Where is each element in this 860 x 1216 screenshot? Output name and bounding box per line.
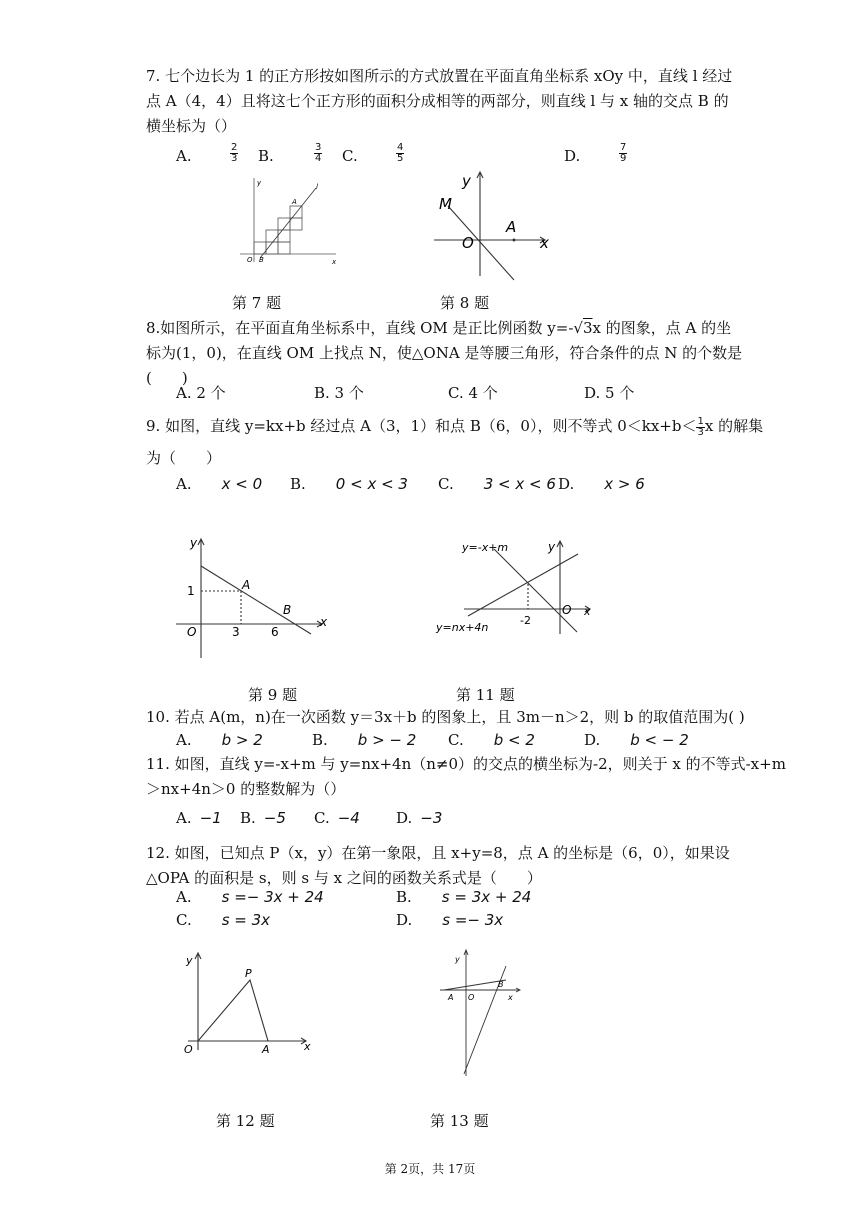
- q12-option-a: A. s =− 3x + 24: [176, 888, 324, 906]
- q10-line1: 10. 若点 A(m，n)在一次函数 y＝3x＋b 的图象上，且 3m－n＞2，则 b 的取值范围为( ): [146, 708, 745, 726]
- q11-option-d: D. −3: [396, 809, 443, 827]
- fig7-label-b: B: [259, 256, 264, 264]
- fig8-label-a: A: [506, 218, 517, 236]
- fig11-label-y: y: [548, 540, 556, 554]
- fig9-label-y: y: [190, 536, 198, 550]
- q12-line1: 12. 如图，已知点 P（x，y）在第一象限，且 x+y=8，点 A 的坐标是（6，0），如果设: [146, 844, 730, 862]
- q9-option-a: A. x < 0: [176, 475, 263, 493]
- fig11-label-neg2: -2: [520, 614, 531, 627]
- figure-12: [178, 950, 318, 1060]
- q10-option-a: A. b > 2: [176, 731, 263, 749]
- fig7-label-a: A: [292, 198, 297, 206]
- fig13-label-o: O: [468, 993, 475, 1002]
- fig13-label-x: x: [508, 993, 513, 1002]
- q7-option-c: C.: [342, 147, 358, 165]
- figure-11: [432, 536, 602, 636]
- fig13-caption: 第 13 题: [430, 1112, 489, 1130]
- fig8-label-m: M: [439, 195, 452, 213]
- fig7-label-o: O: [247, 256, 253, 264]
- fig12-label-y: y: [186, 954, 193, 967]
- fig9-label-6: 6: [271, 625, 279, 639]
- fig7-squares: [254, 206, 302, 254]
- fig13-label-b: B: [498, 980, 504, 989]
- q7-option-a: A.: [176, 147, 192, 165]
- q9-option-b: B. 0 < x < 3: [290, 475, 408, 493]
- fig9-caption: 第 9 题: [248, 686, 298, 704]
- fig12-label-p: P: [245, 967, 252, 980]
- q8-sqrt: √3: [573, 319, 593, 337]
- fig8-line-om: [448, 206, 517, 280]
- q8-option-a: A. 2 个: [176, 384, 226, 402]
- fig9-label-3: 3: [232, 625, 240, 639]
- fig9-label-1: 1: [187, 584, 195, 598]
- q9-line2: 为（ ）: [146, 449, 222, 467]
- q7-line1: 7. 七个边长为 1 的正方形按如图所示的方式放置在平面直角坐标系 xOy 中，直线 l 经过: [146, 67, 733, 85]
- fig11-label-o: O: [562, 603, 572, 617]
- q7-line3: 横坐标为（）: [146, 117, 237, 135]
- fig12-caption: 第 12 题: [216, 1112, 275, 1130]
- fig11-label-line2: y=nx+4n: [436, 621, 489, 634]
- fig8-point-a: [513, 239, 516, 242]
- fig9-label-o: O: [187, 625, 197, 639]
- fig13-line-1: [444, 980, 506, 990]
- q10-option-d: D. b < − 2: [584, 731, 689, 749]
- fig9-label-b: B: [283, 603, 292, 617]
- q12-option-c: C. s = 3x: [176, 911, 271, 929]
- figure-9: [170, 532, 340, 662]
- q12-option-b: B. s = 3x + 24: [396, 888, 532, 906]
- fig12-triangle-opa: [198, 980, 268, 1041]
- q7-option-d: D.: [564, 147, 581, 165]
- fig11-caption: 第 11 题: [456, 686, 515, 704]
- fig12-label-x: x: [304, 1040, 311, 1053]
- q9-fraction: $\frac{1}{3}$: [697, 415, 704, 438]
- q12-line2: △OPA 的面积是 s，则 s 与 x 之间的函数关系式是（ ）: [146, 869, 542, 887]
- q11-line2: ＞nx+4n＞0 的整数解为（）: [146, 780, 346, 798]
- q7-option-b-fraction: $\frac{3}{4}$: [315, 142, 322, 164]
- q8-option-d: D. 5 个: [584, 384, 635, 402]
- fig7-line-l: [260, 188, 316, 258]
- fig12-label-a: A: [262, 1043, 270, 1056]
- q9-option-d: D. x > 6: [558, 475, 645, 493]
- figure-7: [232, 174, 342, 266]
- q8-line2: 标为(1，0)，在直线 OM 上找点 N，使△ONA 是等腰三角形，符合条件的点 N 的个数是: [146, 344, 743, 362]
- fig13-label-a: A: [448, 993, 454, 1002]
- fig9-label-x: x: [320, 615, 328, 629]
- fig8-caption: 第 8 题: [440, 294, 490, 312]
- q7-option-a-fraction: $\frac{2}{3}$: [231, 142, 238, 164]
- fig8-label-o: O: [462, 234, 474, 252]
- q7-option-d-fraction: $\frac{7}{9}$: [620, 142, 627, 164]
- fig9-label-a: A: [242, 578, 251, 592]
- figure-8: [432, 168, 562, 278]
- q8-option-b: B. 3 个: [314, 384, 364, 402]
- fig12-label-o: O: [184, 1043, 193, 1056]
- fig7-label-x: x: [332, 258, 337, 266]
- q11-option-a: A. −1: [176, 809, 222, 827]
- figure-13: [436, 948, 536, 1080]
- q9-line1: 9. 如图，直线 y=kx+b 经过点 A（3，1）和点 B（6，0），则不等式 0＜kx+b＜ $\frac{1}{3}$ x 的解集: [146, 415, 764, 438]
- fig11-label-line1: y=-x+m: [462, 541, 509, 554]
- fig7-caption: 第 7 题: [232, 294, 282, 312]
- q7-line2: 点 A（4，4）且将这七个正方形的面积分成相等的两部分，则直线 l 与 x 轴的交点 B 的: [146, 92, 729, 110]
- page-footer: 第 2页，共 17页: [384, 1162, 476, 1176]
- fig7-label-l: l: [316, 183, 318, 191]
- q7-option-c-fraction: $\frac{4}{5}$: [397, 142, 404, 164]
- q10-option-b: B. b > − 2: [312, 731, 417, 749]
- q8-line1: 8.如图所示，在平面直角坐标系中，直线 OM 是正比例函数 y=-√3x 的图象，点 A 的坐: [146, 319, 732, 337]
- q12-option-d: D. s =− 3x: [396, 911, 504, 929]
- q11-option-c: C. −4: [314, 809, 360, 827]
- q11-line1: 11. 如图，直线 y=-x+m 与 y=nx+4n（n≠0）的交点的横坐标为-2，则关于 x 的不等式-x+m: [146, 755, 786, 773]
- fig7-label-y: y: [257, 179, 262, 187]
- fig8-label-y: y: [462, 172, 471, 190]
- fig11-label-x: x: [584, 605, 591, 618]
- q9-option-c: C. 3 < x < 6: [438, 475, 556, 493]
- fig8-label-x: x: [540, 234, 549, 252]
- fig13-label-y: y: [455, 955, 460, 964]
- q8-line3: ( ): [146, 369, 188, 387]
- q10-option-c: C. b < 2: [448, 731, 535, 749]
- q8-option-c: C. 4 个: [448, 384, 498, 402]
- q7-option-b: B.: [258, 147, 274, 165]
- q11-option-b: B. −5: [240, 809, 286, 827]
